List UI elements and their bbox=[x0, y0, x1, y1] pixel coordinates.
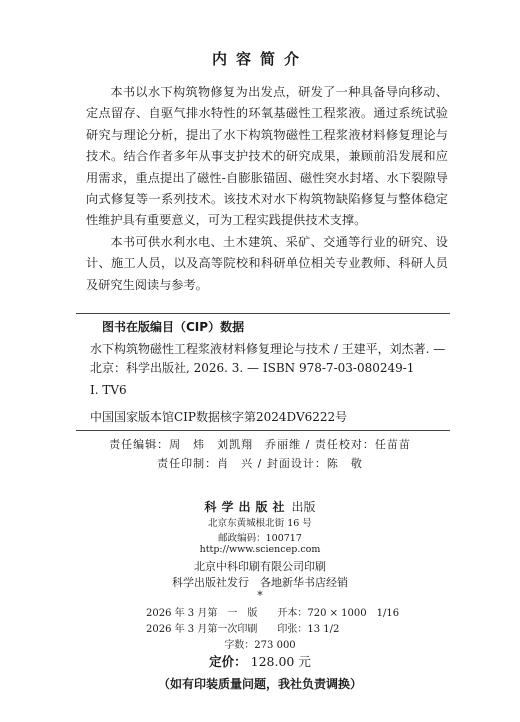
page-title: 内容简介 bbox=[211, 50, 308, 68]
first-edition: 2026 年 3 月第 一 版 bbox=[146, 608, 258, 619]
word-count: 字数：273 000 bbox=[224, 640, 296, 651]
production-line: 责任印制：肖 兴 / 封面设计：陈 敬 bbox=[157, 457, 363, 470]
cip-classification: Ⅰ. TV6 bbox=[90, 383, 127, 397]
price-line bbox=[0, 652, 520, 670]
cip-top-rule bbox=[76, 313, 450, 314]
publisher-address: 北京东黄城根北街 16 号 bbox=[208, 518, 312, 529]
publisher-suffix: 出版 bbox=[291, 500, 316, 514]
book-format: 开本：720 × 1000 1/16 bbox=[277, 608, 400, 619]
cip-publisher-line: 北京：科学出版社, 2026. 3. — ISBN 978-7-03-080249-1 bbox=[90, 361, 415, 375]
quality-notice: （如有印装质量问题，我社负责调换） bbox=[157, 677, 362, 691]
postal-code: 邮政编码：100717 bbox=[218, 533, 302, 544]
first-printing: 2026 年 3 月第一次印刷 bbox=[146, 624, 258, 635]
separator-star: * bbox=[257, 589, 263, 602]
sheet-count: 印张：13 1/2 bbox=[277, 624, 340, 635]
printer-line: 北京中科印刷有限公司印刷 bbox=[194, 560, 326, 573]
cip-bottom-rule bbox=[76, 430, 450, 431]
price-label: 定价： bbox=[209, 654, 247, 669]
distributor-line: 科学出版社发行 各地新华书店经销 bbox=[172, 576, 348, 589]
edition-line bbox=[146, 604, 399, 619]
publisher-website: http://www.sciencep.com bbox=[199, 544, 321, 555]
book-introduction bbox=[86, 82, 448, 296]
publisher-line bbox=[0, 498, 520, 515]
publisher-name: 科学出版社 bbox=[204, 500, 290, 514]
printing-line bbox=[146, 620, 339, 635]
cip-data-number: 中国国家版本馆CIP数据核字第2024DV6222号 bbox=[90, 410, 348, 424]
intro-paragraph-1: 本书以水下构筑物修复为出发点，研发了一种具备导向移动、定点留存、自驱气排水特性的环氧基磁性工程浆液。通过系统试验研究与理论分析，提出了水下构筑物磁性工程浆液材料修复理论与技术。结合作者多年从事支护技术的研究成果，兼顾前沿发展和应用需求，重点提出了磁性-自膨胀锚固、磁性突水封堵、水下裂隙导向式修复等一系列技术。该技术对水下构筑物缺陷修复与整体稳定性维护具有重要意义，可为工程实践提供技术支撑。 bbox=[86, 85, 448, 228]
editors-line: 责任编辑：周 炜 刘凯翔 乔丽维 / 责任校对：任苗苗 bbox=[109, 438, 411, 451]
price-value: 128.00 元 bbox=[250, 654, 311, 669]
cip-title-line: 水下构筑物磁性工程浆液材料修复理论与技术 / 王建平，刘杰著. — bbox=[90, 342, 446, 356]
intro-paragraph-2: 本书可供水利水电、土木建筑、采矿、交通等行业的研究、设计、施工人员，以及高等院校和科研单位相关专业教师、科研人员及研究生阅读与参考。 bbox=[86, 234, 448, 292]
cip-heading: 图书在版编目（CIP）数据 bbox=[102, 320, 245, 334]
